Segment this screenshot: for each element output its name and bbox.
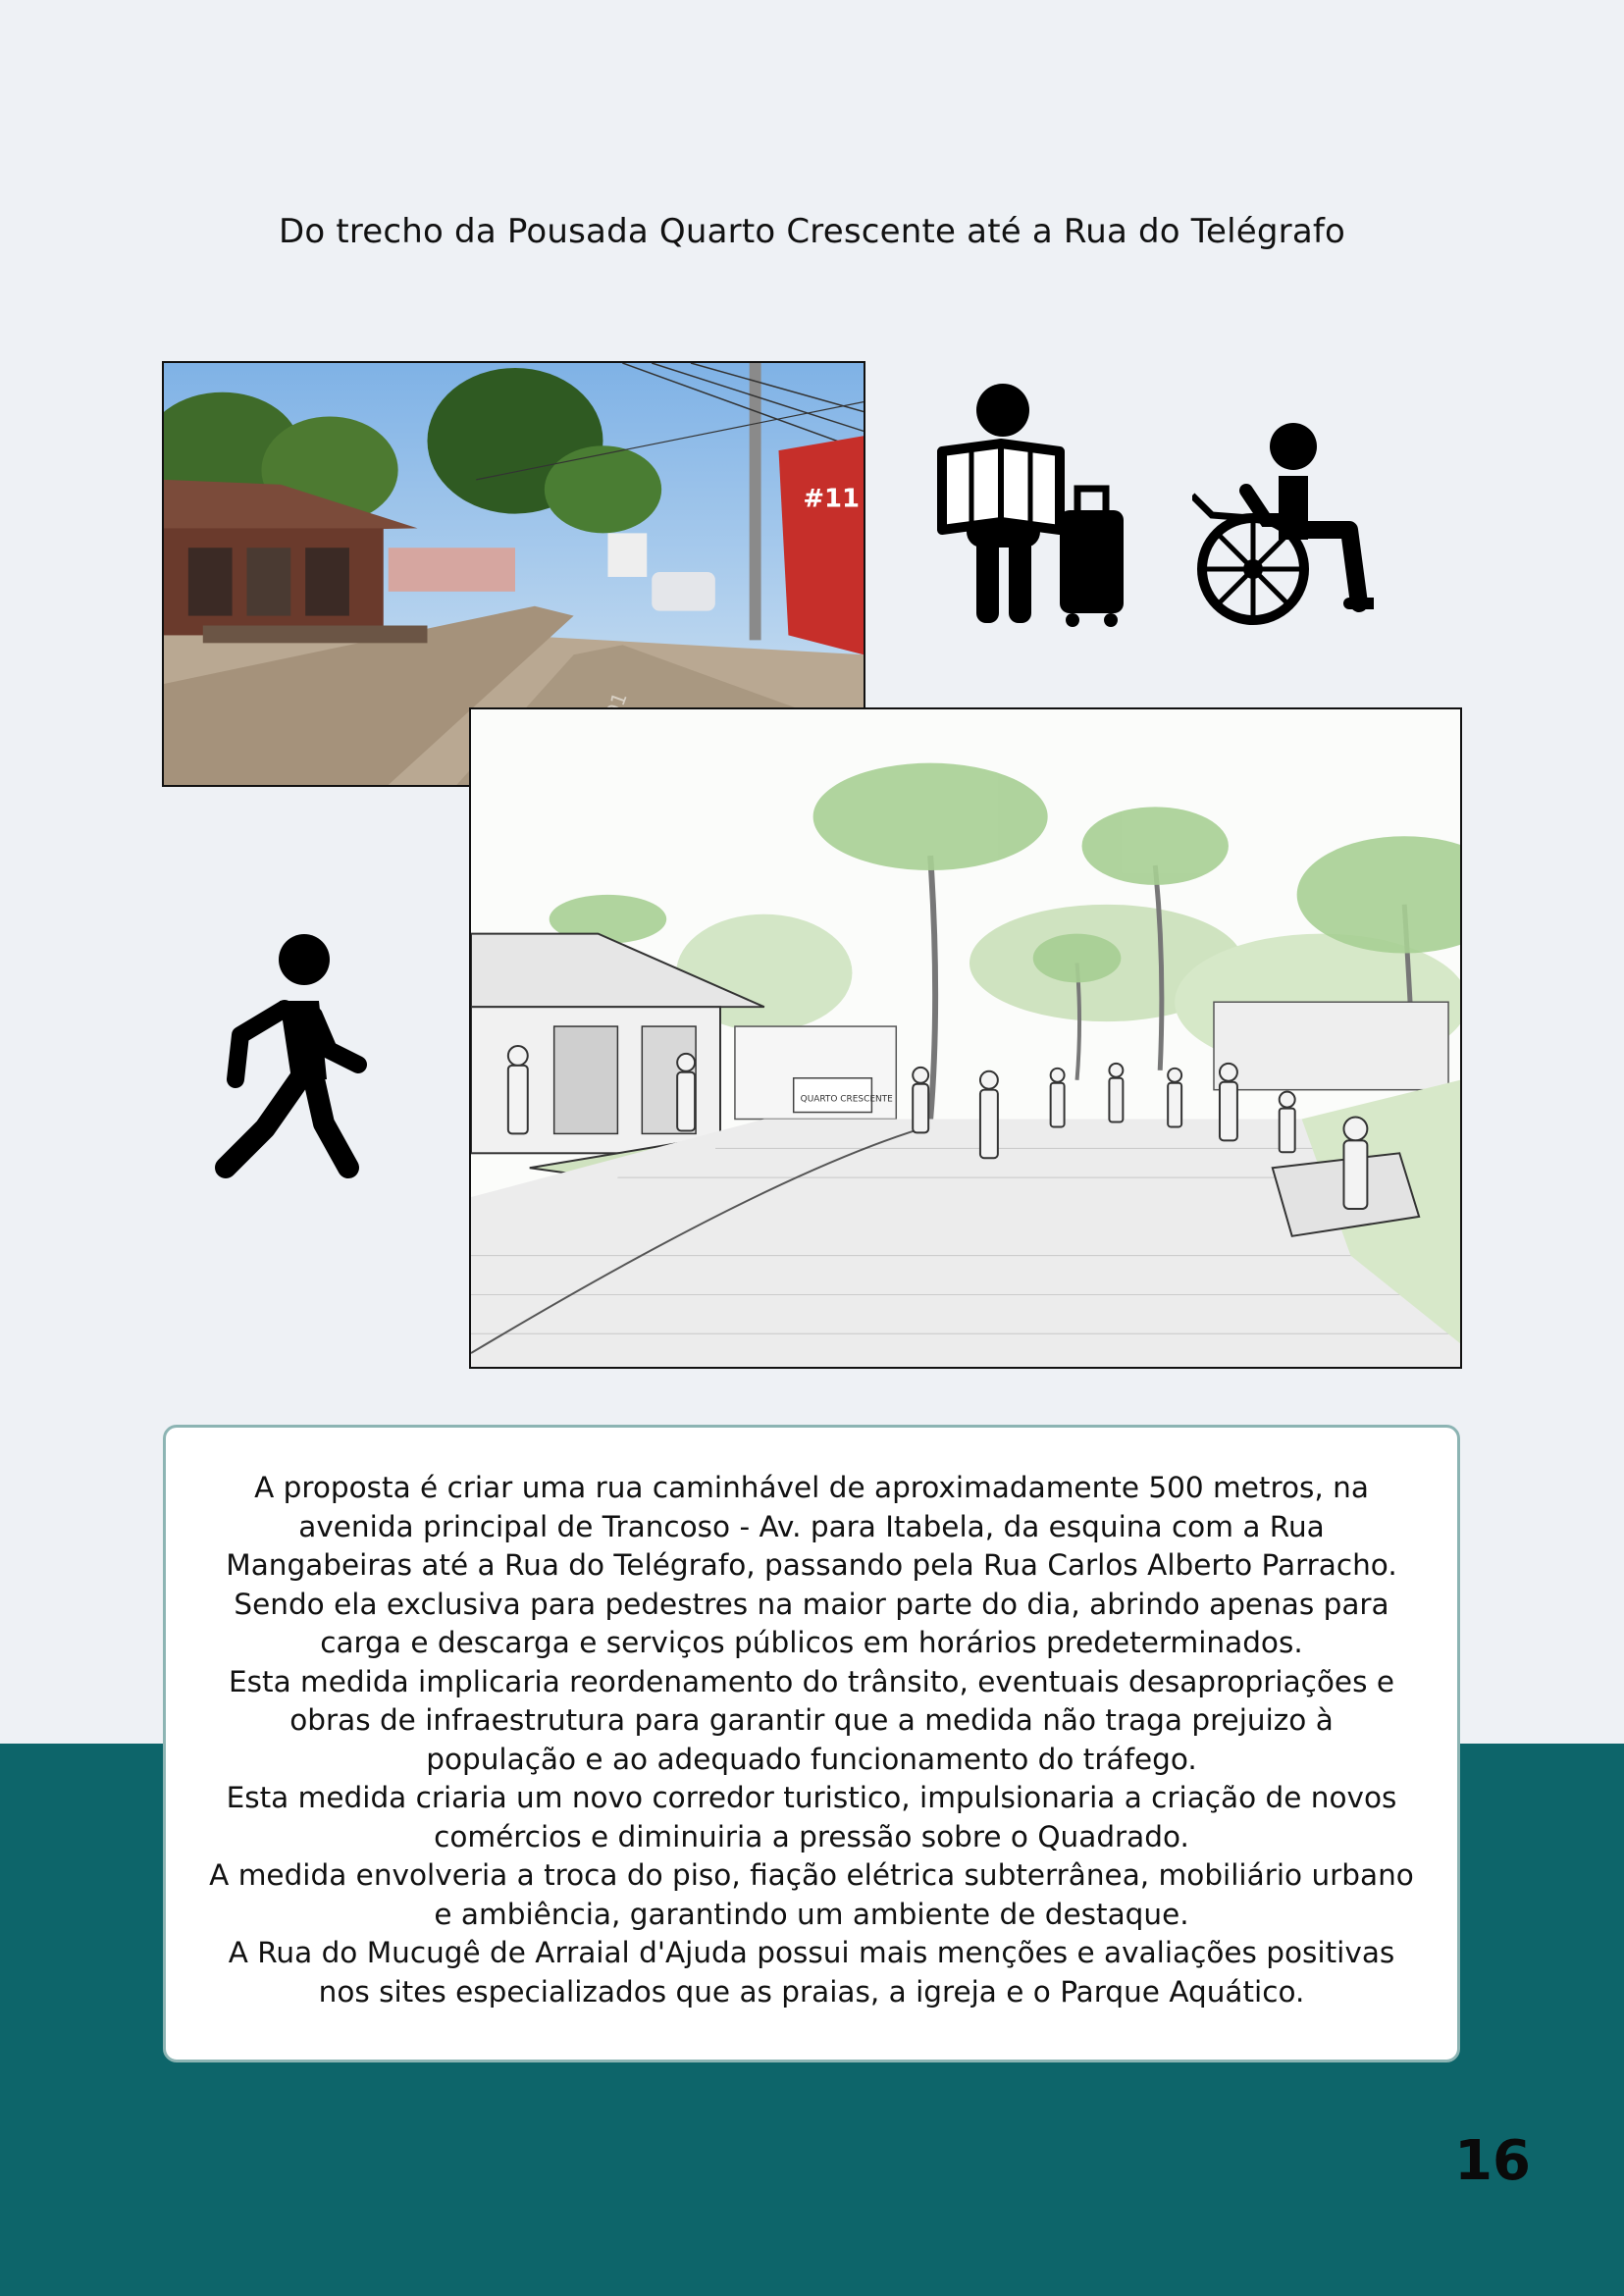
wheelchair-user-icon	[1192, 422, 1374, 628]
description-line: Esta medida criaria um novo corredor turistico, impulsionaria a criação de novos	[226, 1781, 1397, 1814]
description-line: comércios e diminuiria a pressão sobre o Quadrado.	[434, 1819, 1189, 1853]
shop-sign: #11	[803, 484, 860, 514]
page-title: Do trecho da Pousada Quarto Crescente até a Rua do Telégrafo	[278, 212, 1346, 251]
street-sketch	[469, 707, 1462, 1369]
page-number: 16	[1454, 2129, 1531, 2193]
description-line: Mangabeiras até a Rua do Telégrafo, passando pela Rua Carlos Alberto Parracho.	[226, 1548, 1397, 1582]
description-line: Sendo ela exclusiva para pedestres na maior parte do dia, abrindo apenas para	[234, 1587, 1389, 1621]
description-line: Esta medida implicaria reordenamento do trânsito, eventuais desapropriações e	[229, 1664, 1394, 1698]
description-line: A Rua do Mucugê de Arraial d'Ajuda possui mais menções e avaliações positivas	[228, 1936, 1395, 1969]
sketch-sign: QUARTO CRESCENTE	[800, 1094, 893, 1105]
description-line: população e ao adequado funcionamento do tráfego.	[426, 1742, 1197, 1776]
description-line: A medida envolveria a troca do piso, fiação elétrica subterrânea, mobiliário urbano	[209, 1858, 1414, 1892]
description-line: nos sites especializados que as praias, a igreja e o Parque Aquático.	[318, 1974, 1305, 2009]
description-box	[163, 1425, 1460, 2062]
description-line: carga e descarga e serviços públicos em horários predeterminados.	[320, 1626, 1303, 1659]
pedestrian-walking-icon	[211, 932, 368, 1182]
description-line: A proposta é criar uma rua caminhável de aproximadamente 500 metros, na	[254, 1471, 1369, 1504]
description-line: obras de infraestrutura para garantir que a medida não traga prejuizo à	[289, 1703, 1334, 1737]
description-line: avenida principal de Trancoso - Av. para Itabela, da esquina com a Rua	[298, 1509, 1325, 1543]
description-line: e ambiência, garantindo um ambiente de destaque.	[434, 1897, 1189, 1931]
tourist-with-map-and-suitcase-icon	[932, 383, 1128, 628]
